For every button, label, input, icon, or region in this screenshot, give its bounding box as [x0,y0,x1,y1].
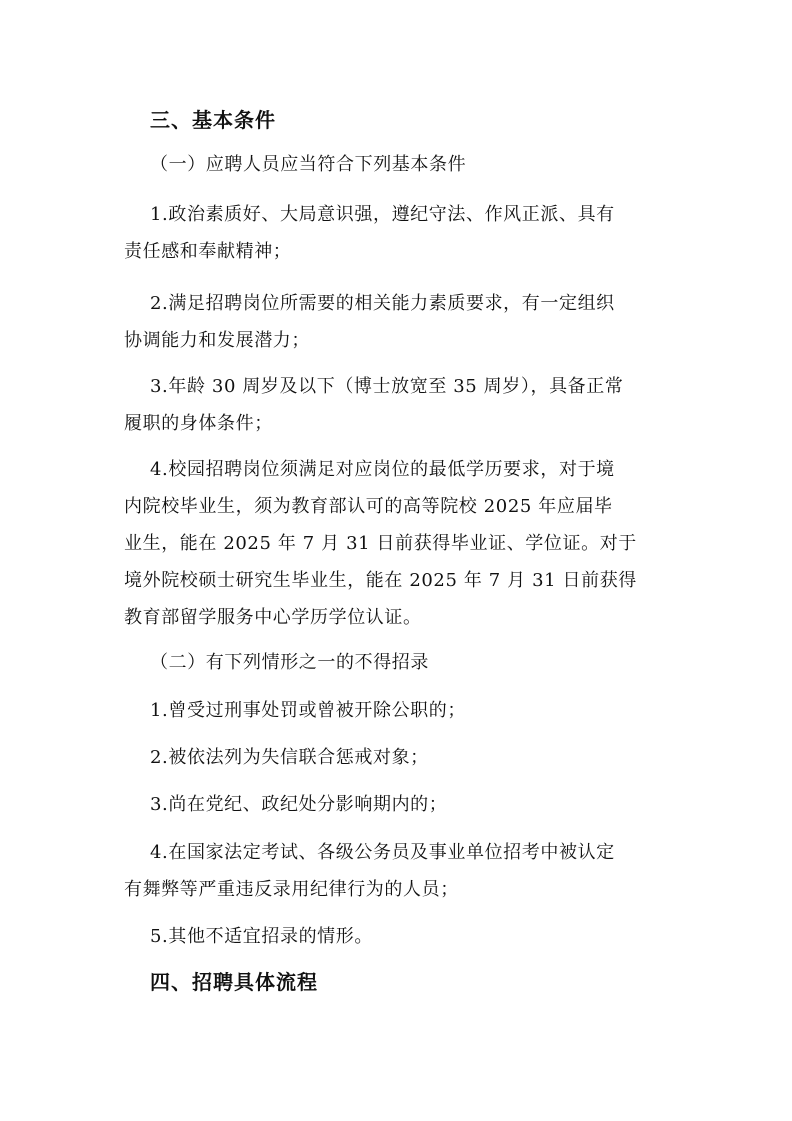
requirement-item-4-line-4: 境外院校硕士研究生毕业生，能在 2025 年 7 月 31 日前获得 [124,570,637,591]
requirement-item-4-line-1: 4.校园招聘岗位须满足对应岗位的最低学历要求，对于境 [150,459,615,480]
requirement-item-4 [124,451,672,636]
requirement-item-2-line-2: 协调能力和发展潜力； [124,330,310,351]
requirement-item-3 [124,368,672,442]
disqualification-item-4-line-1: 4.在国家法定考试、各级公务员及事业单位招考中被认定 [150,842,615,863]
requirement-item-4-line-5: 教育部留学服务中心学历学位认证。 [124,607,422,628]
subsection-heading-disqualifications: （二）有下列情形之一的不得招录 [150,652,429,673]
disqualification-item-5: 5.其他不适宜招录的情形。 [150,926,373,947]
requirement-item-2 [124,285,672,359]
section-heading-basic-conditions: 三、基本条件 [150,108,276,132]
section-heading-recruitment-process: 四、招聘具体流程 [150,970,318,994]
requirement-item-2-line-1: 2.满足招聘岗位所需要的相关能力素质要求，有一定组织 [150,293,615,314]
requirement-item-3-line-1: 3.年龄 30 周岁及以下（博士放宽至 35 周岁），具备正常 [150,376,624,397]
subsection-heading-basic-requirements: （一）应聘人员应当符合下列基本条件 [150,154,467,175]
disqualification-item-4-line-2: 有舞弊等严重违反录用纪律行为的人员； [124,879,459,900]
requirement-item-4-line-3: 业生，能在 2025 年 7 月 31 日前获得毕业证、学位证。对于 [124,533,637,554]
disqualification-item-1: 1.曾受过刑事处罚或曾被开除公职的； [150,700,466,721]
requirement-item-1 [124,196,672,270]
disqualification-item-2: 2.被依法列为失信联合惩戒对象； [150,747,429,768]
requirement-item-3-line-2: 履职的身体条件； [124,413,273,434]
disqualification-item-3: 3.尚在党纪、政纪处分影响期内的； [150,794,448,815]
requirement-item-4-line-2: 内院校毕业生，须为教育部认可的高等院校 2025 年应届毕 [124,496,613,517]
requirement-item-1-line-1: 1.政治素质好、大局意识强，遵纪守法、作风正派、具有 [150,204,615,225]
disqualification-item-4 [124,834,672,908]
requirement-item-1-line-2: 责任感和奉献精神； [124,241,292,262]
